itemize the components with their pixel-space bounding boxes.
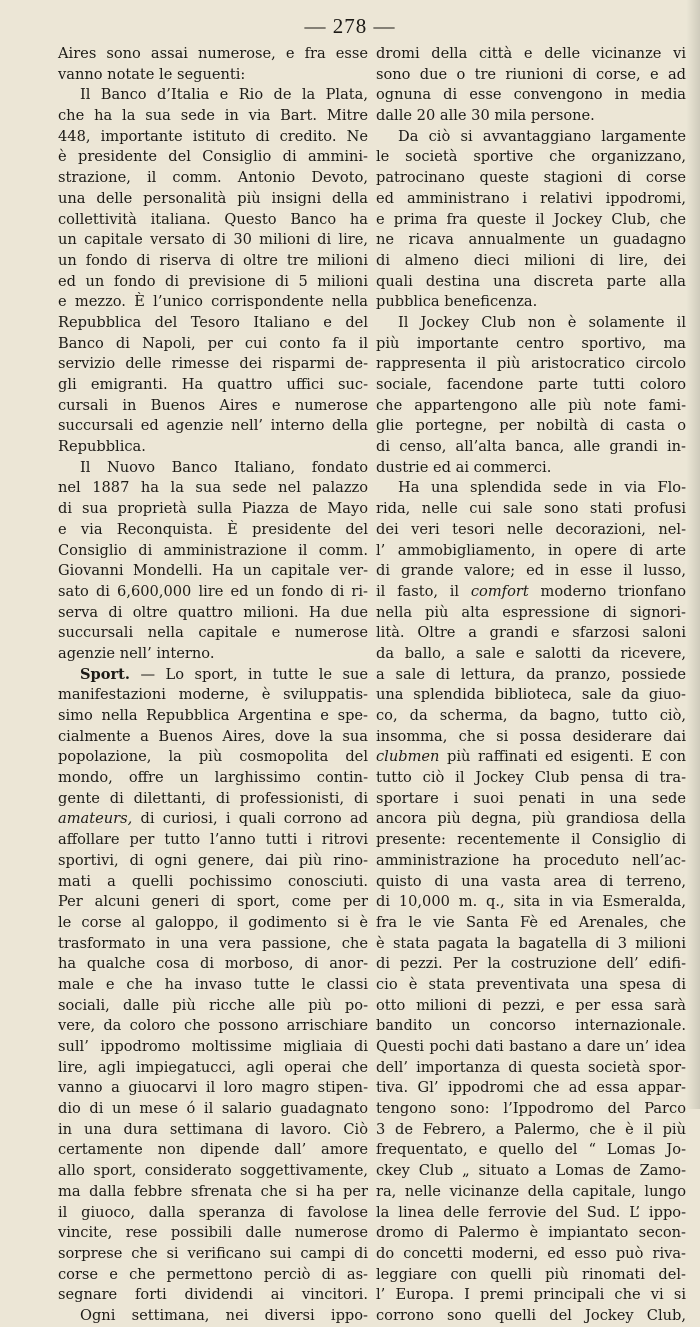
text-line (376, 1140, 686, 1161)
text-span: gente di dilettanti, di professionisti, di (58, 789, 368, 807)
text-line (376, 65, 686, 86)
text-line (376, 1078, 686, 1099)
text-line (376, 1099, 686, 1120)
text-line (58, 954, 368, 975)
text-span: allo sport, considerato soggettivamente, (58, 1162, 368, 1180)
text-line (376, 706, 686, 727)
text-span: che ha la sua sede in via Bart. Mitre (58, 107, 368, 125)
text-span: rida, nelle cui sale sono stati profusi (376, 500, 686, 518)
text-span: Per alcuni generi di sport, come per (58, 893, 368, 911)
text-span: di grande valore; ed in esse il lusso, (376, 562, 686, 580)
text-span: Banco di Napoli, per cui conto fa il (58, 334, 368, 352)
text-line (376, 85, 686, 106)
text-line (58, 1161, 368, 1182)
text-line (376, 44, 686, 65)
text-line (58, 478, 368, 499)
text-span: segnare forti dividendi ai vincitori. (58, 1286, 368, 1304)
text-span: glie portegne, per nobiltà di casta o (376, 417, 686, 435)
text-span: tutto ciò il Jockey Club pensa di tra- (376, 769, 686, 787)
text-line (376, 478, 686, 499)
text-line (58, 830, 368, 851)
text-span: tengono sono: l’Ippodromo del Parco (376, 1100, 686, 1118)
text-span: il giuoco, dalla speranza di favolose (58, 1203, 368, 1221)
text-line (58, 809, 368, 830)
text-span: ognuna di esse convengono in media (376, 86, 686, 104)
text-span: Il Jockey Club non è solamente il (398, 313, 686, 331)
text-span: a sale di lettura, da pranzo, possiede (376, 665, 686, 683)
page-edge-shadow (686, 0, 700, 1109)
text-line (376, 1016, 686, 1037)
text-span: l’ Europa. I premi principali che vi si (376, 1286, 686, 1304)
text-span: Ha una splendida sede in via Flo- (398, 479, 686, 497)
text-span: fra le vie Santa Fè ed Arenales, che (376, 913, 686, 931)
text-line (376, 396, 686, 417)
text-span: cio è stata preventivata una spesa di (376, 975, 686, 993)
text-line (376, 251, 686, 272)
text-line (58, 334, 368, 355)
text-line (58, 292, 368, 313)
text-line (58, 582, 368, 603)
text-line (58, 913, 368, 934)
text-line (58, 892, 368, 913)
text-span: Questi pochi dati bastano a dare un’ idea (376, 1038, 686, 1055)
text-line (376, 1223, 686, 1244)
text-span: le corse al galoppo, il godimento si è (58, 913, 368, 931)
text-line (376, 975, 686, 996)
text-line (58, 1078, 368, 1099)
text-span: sociale, facendone parte tutti coloro (376, 376, 686, 393)
text-line (376, 1306, 686, 1327)
text-span: di 10,000 m. q., sita in via Esmeralda, (376, 893, 686, 911)
text-line (58, 1037, 368, 1058)
text-span: tiva. Gl’ ippodromi che ad essa appar- (376, 1079, 686, 1097)
text-span: Consiglio di amministrazione il comm. (58, 541, 368, 559)
text-line (58, 1140, 368, 1161)
text-line (376, 685, 686, 706)
text-line (376, 747, 686, 768)
text-span: 448, importante istituto di credito. Ne (58, 127, 368, 145)
text-span: di censo, all’alta banca, alle grandi in- (376, 438, 686, 456)
text-span: corrono sono quelli del Jockey Club, (376, 1306, 686, 1324)
text-span: nella più alta espressione di signori- (376, 603, 686, 621)
text-span: gli emigranti. Ha quattro uffici suc- (58, 376, 368, 393)
text-line (58, 541, 368, 562)
text-span: cursali in Buenos Aires e numerose (58, 396, 368, 414)
text-line (58, 85, 368, 106)
text-line (376, 1203, 686, 1224)
text-line (58, 106, 368, 127)
text-span: un capitale versato di 30 milioni di lire, (58, 231, 368, 249)
text-line (58, 1182, 368, 1203)
text-line (376, 1285, 686, 1306)
text-line (58, 934, 368, 955)
text-line (376, 954, 686, 975)
text-span: patrocinano queste stagioni di corse (376, 169, 686, 187)
text-span: leggiare con quelli più rinomati del- (376, 1265, 686, 1283)
text-line (58, 975, 368, 996)
text-span: la linea delle ferrovie del Sud. L’ ippo- (376, 1203, 686, 1221)
text-span: e mezzo. È l’unico corrispondente nella (58, 293, 368, 311)
text-span: sono due o tre riunioni di corse, e ad (376, 65, 686, 83)
text-span: Il Nuovo Banco Italiano, fondato (80, 458, 368, 476)
text-line (58, 520, 368, 541)
text-span: vere, da coloro che possono arrischiare (58, 1017, 368, 1035)
text-span: quali destina una discreta parte alla (376, 272, 686, 290)
text-line (58, 313, 368, 334)
text-line (58, 230, 368, 251)
text-line (58, 1099, 368, 1120)
text-line (58, 1265, 368, 1286)
text-line (376, 416, 686, 437)
text-span: sportivi, di ogni genere, dai più rino- (58, 851, 368, 869)
text-line (58, 644, 368, 665)
text-line (376, 768, 686, 789)
text-span: insomma, che si possa desiderare dai (376, 727, 686, 745)
text-span: presente: recentemente il Consiglio di (376, 831, 686, 849)
text-span: otto milioni di pezzi, e per essa sarà (376, 996, 686, 1014)
text-line (376, 996, 686, 1017)
text-line (58, 1016, 368, 1037)
text-span: dustrie ed ai commerci. (376, 458, 552, 476)
text-line (58, 210, 368, 231)
text-line (376, 892, 686, 913)
text-span: e via Reconquista. È presidente del (58, 520, 368, 538)
text-span: ha qualche cosa di morboso, di anor- (58, 955, 368, 973)
text-span: dei veri tesori nelle decorazioni, nel- (376, 520, 686, 538)
text-span: sato di 6,600,000 lire ed un fondo di ri- (58, 582, 368, 600)
text-span: frequentato, e quello del “ Lomas Jo- (376, 1141, 686, 1159)
text-span: è presidente del Consiglio di ammini- (58, 148, 368, 166)
text-line (376, 830, 686, 851)
text-span: Aires sono assai numerose, e fra esse (58, 45, 368, 62)
text-span: cialmente a Buenos Aires, dove la sua (58, 727, 368, 745)
text-span: una splendida biblioteca, sale da giuo- (376, 686, 686, 704)
text-span: simo nella Repubblica Argentina e spe- (58, 707, 368, 724)
text-span: ckey Club „ situato a Lomas de Zamo- (376, 1162, 686, 1180)
text-span: ancora più degna, più grandiosa della (376, 810, 686, 828)
text-span: vincite, rese possibili dalle numerose (58, 1224, 368, 1242)
text-span: rappresenta il più aristocratico circolo (376, 355, 686, 373)
text-line (58, 272, 368, 293)
text-span: vanno a giuocarvi il loro magro stipen- (58, 1079, 368, 1097)
text-span: dell’ importanza di questa società spor- (376, 1058, 686, 1076)
text-span: una delle personalità più insigni della (58, 189, 368, 207)
text-line (376, 1058, 686, 1079)
text-line (376, 1244, 686, 1265)
text-span: ne ricava annualmente un guadagno (376, 231, 686, 249)
text-span: succursali nella capitale e numerose (58, 624, 368, 642)
text-span: sorprese che si verificano sui campi di (58, 1244, 368, 1262)
text-line (376, 499, 686, 520)
text-span: affollare per tutto l’anno tutti i ritrovi (58, 831, 368, 849)
text-line (58, 1058, 368, 1079)
text-line (376, 934, 686, 955)
text-line (58, 437, 368, 458)
text-line (58, 458, 368, 479)
text-span: succursali ed agenzie nell’ interno della (58, 417, 368, 435)
text-line (376, 809, 686, 830)
text-span: e prima fra queste il Jockey Club, che (376, 210, 686, 228)
text-line (376, 1182, 686, 1203)
text-span: certamente non dipende dall’ amore (58, 1141, 368, 1159)
text-line (58, 561, 368, 582)
text-span: agenzie nell’ interno. (58, 644, 215, 662)
text-line (58, 685, 368, 706)
text-line (376, 210, 686, 231)
text-line (376, 520, 686, 541)
text-line (58, 872, 368, 893)
text-span: Ogni settimana, nei diversi ippo- (80, 1306, 368, 1324)
text-line (376, 168, 686, 189)
text-line (376, 644, 686, 665)
text-span: dalle 20 alle 30 mila persone. (376, 107, 595, 125)
text-span: da ballo, a sale e salotti da ricevere, (376, 644, 686, 662)
text-span: Repubblica del Tesoro Italiano e del (58, 313, 368, 331)
text-line (58, 727, 368, 748)
text-line (376, 1161, 686, 1182)
text-line (58, 1223, 368, 1244)
text-line (58, 1285, 368, 1306)
text-line (376, 603, 686, 624)
text-span: Giovanni Mondelli. Ha un capitale ver- (58, 562, 368, 580)
text-span: do concetti moderni, ed esso può riva- (376, 1244, 686, 1262)
text-line (58, 396, 368, 417)
text-line (58, 189, 368, 210)
text-span: ra, nelle vicinanze della capitale, lungo (376, 1182, 686, 1200)
text-span: di sua proprietà sulla Piazza de Mayo (58, 500, 368, 518)
text-line (58, 127, 368, 148)
text-span: il fasto, il (376, 582, 471, 600)
text-span: — Lo sport, in tutte le sue (130, 665, 368, 683)
text-line (376, 230, 686, 251)
text-span: di almeno dieci milioni di lire, dei (376, 251, 686, 269)
text-span: ma dalla febbre sfrenata che si ha per (58, 1182, 368, 1200)
text-span: dromo di Palermo è impiantato secon- (376, 1224, 686, 1242)
text-span: che appartengono alle più note fami- (376, 396, 686, 414)
text-span: Da ciò si avvantaggiano largamente (398, 127, 686, 145)
text-line (376, 437, 686, 458)
text-line (58, 996, 368, 1017)
text-span: collettività italiana. Questo Banco ha (58, 210, 368, 228)
text-span: l’ ammobigliamento, in opere di arte (376, 541, 686, 559)
text-span: più importante centro sportivo, ma (376, 334, 686, 352)
text-span: lità. Oltre a grandi e sfarzosi saloni (376, 624, 686, 642)
text-span: le società sportive che organizzano, (376, 148, 686, 166)
text-line (376, 872, 686, 893)
text-span: manifestazioni moderne, è sviluppatis- (58, 686, 368, 704)
italic-term: comfort (470, 582, 529, 600)
text-span: mati a quelli pochissimo conosciuti. (58, 872, 368, 890)
text-span: sportare i suoi penati in una sede (376, 789, 686, 807)
text-span: ed un fondo di previsione di 5 milioni (58, 272, 368, 290)
section-heading: Sport. (80, 665, 130, 683)
text-line (58, 147, 368, 168)
text-span: mondo, offre un larghissimo contin- (58, 769, 368, 787)
text-line (58, 1244, 368, 1265)
text-line (58, 665, 368, 686)
text-span: popolazione, la più cosmopolita del (58, 748, 368, 766)
text-span: Il Banco d’Italia e Rio de la Plata, (80, 86, 368, 104)
text-line (376, 292, 686, 313)
text-line (58, 768, 368, 789)
text-line (376, 913, 686, 934)
text-line (58, 1306, 368, 1327)
text-span: trasformato in una vera passione, che (58, 934, 368, 952)
text-line (58, 789, 368, 810)
text-line (58, 706, 368, 727)
text-span: un fondo di riserva di oltre tre milioni (58, 251, 368, 269)
text-span: ed amministrano i relativi ippodromi, (376, 189, 686, 207)
text-line (376, 375, 686, 396)
text-span: serva di oltre quattro milioni. Ha due (58, 603, 368, 621)
text-span: Repubblica. (58, 438, 146, 456)
text-line (376, 1265, 686, 1286)
text-span: strazione, il comm. Antonio Devoto, (58, 169, 368, 187)
text-line (58, 375, 368, 396)
text-line (58, 603, 368, 624)
text-line (376, 272, 686, 293)
text-span: di pezzi. Per la costruzione dell’ edifi- (376, 955, 686, 973)
italic-term: amateurs, (58, 810, 133, 828)
text-line (376, 189, 686, 210)
text-line (58, 416, 368, 437)
text-span: dio di un mese ó il salario guadagnato (58, 1100, 368, 1118)
text-span: di curiosi, i quali corrono ad (132, 810, 368, 828)
text-line (58, 1120, 368, 1141)
text-span: amministrazione ha proceduto nell’ac- (376, 851, 686, 869)
text-line (376, 623, 686, 644)
text-line (376, 727, 686, 748)
text-line (376, 561, 686, 582)
text-line (376, 789, 686, 810)
text-span: bandito un concorso internazionale. (376, 1017, 686, 1035)
text-line (376, 1037, 686, 1058)
text-span: quisto di una vasta area di terreno, (376, 872, 686, 890)
text-line (58, 251, 368, 272)
text-line (376, 851, 686, 872)
text-span: in una dura settimana di lavoro. Ciò (58, 1120, 368, 1138)
text-span: lire, agli impiegatucci, agli operai che (58, 1058, 368, 1076)
text-line (376, 106, 686, 127)
text-line (58, 65, 368, 86)
text-line (58, 1203, 368, 1224)
text-span: male e che ha invaso tutte le classi (58, 975, 368, 993)
text-span: sociali, dalle più ricche alle più po- (58, 996, 368, 1014)
text-line (376, 458, 686, 479)
text-line (58, 499, 368, 520)
text-line (376, 127, 686, 148)
text-line (376, 354, 686, 375)
text-span: pubblica beneficenza. (376, 293, 538, 311)
text-line (58, 747, 368, 768)
text-span: più raffinati ed esigenti. E con (439, 748, 686, 766)
text-span: nel 1887 ha la sua sede nel palazzo (58, 479, 368, 497)
text-line (58, 354, 368, 375)
italic-term: clubmen (376, 748, 440, 766)
text-line (376, 1120, 686, 1141)
text-line (376, 665, 686, 686)
text-span: servizio delle rimesse dei risparmi de- (58, 355, 368, 373)
text-line (58, 168, 368, 189)
right-column (376, 44, 686, 1327)
text-span: sull’ ippodromo moltissime migliaia di (58, 1038, 368, 1055)
text-span: è stata pagata la bagatella di 3 milioni (376, 934, 686, 952)
left-column (58, 44, 368, 1327)
text-span: moderno trionfano (528, 582, 686, 600)
text-line (58, 623, 368, 644)
page-number: — 278 — (304, 14, 396, 38)
text-line (376, 541, 686, 562)
text-span: dromi della città e delle vicinanze vi (376, 45, 686, 62)
text-line (376, 582, 686, 603)
text-span: 3 de Febrero, a Palermo, che è il più (376, 1120, 686, 1138)
text-line (58, 851, 368, 872)
text-span: vanno notate le seguenti: (58, 65, 246, 83)
text-line (58, 44, 368, 65)
text-span: corse e che permettono perciò di as- (58, 1265, 368, 1283)
text-span: co, da scherma, da bagno, tutto ciò, (376, 707, 686, 724)
text-line (376, 334, 686, 355)
text-line (376, 147, 686, 168)
text-line (376, 313, 686, 334)
